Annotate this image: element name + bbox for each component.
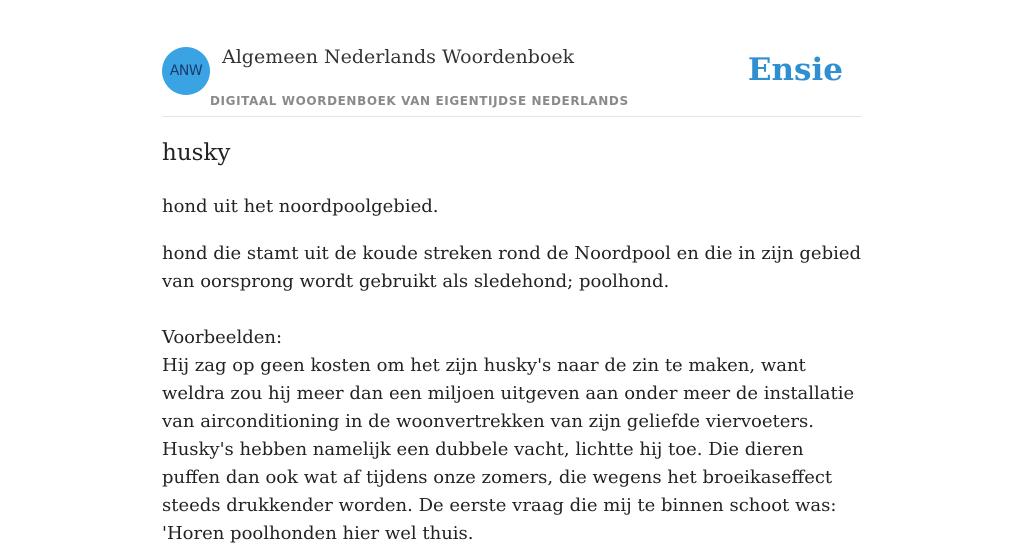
definition-block [162,240,862,548]
site-subtitle: DIGITAAL WOORDENBOEK VAN EIGENTIJDSE NEDERLANDS [210,94,629,108]
examples-text: Hij zag op geen kosten om het zijn husky's naar de zin te maken, want weldra zou hij meer dan een miljoen uitgeven aan onder meer de installatie van airconditioning in de woonvertrekken van zijn geliefde viervoeters. Husky's hebben namelijk een dubbele vacht, lichtte hij toe. Die dieren puffen dan ook wat af tijdens onze zomers, die wegens het broeikaseffect steeds drukkender worden. De eerste vraag die mij te binnen schoot was: 'Horen poolhonden hier wel thuis. [162,355,855,544]
examples-label: Voorbeelden: [162,327,283,348]
spacer [162,296,862,324]
site-title: Algemeen Nederlands Woordenboek [222,46,575,68]
entry-headword: husky [162,140,231,166]
long-definition: hond die stamt uit de koude streken rond de Noordpool en die in zijn gebied van oorsprong wordt gebruikt als sledehond; poolhond. [162,243,862,292]
ensie-brand-link[interactable]: Ensie [747,52,843,88]
short-definition: hond uit het noordpoolgebied. [162,196,439,217]
anw-logo[interactable]: ANW [162,47,210,95]
page [162,0,862,544]
site-header [162,0,862,117]
